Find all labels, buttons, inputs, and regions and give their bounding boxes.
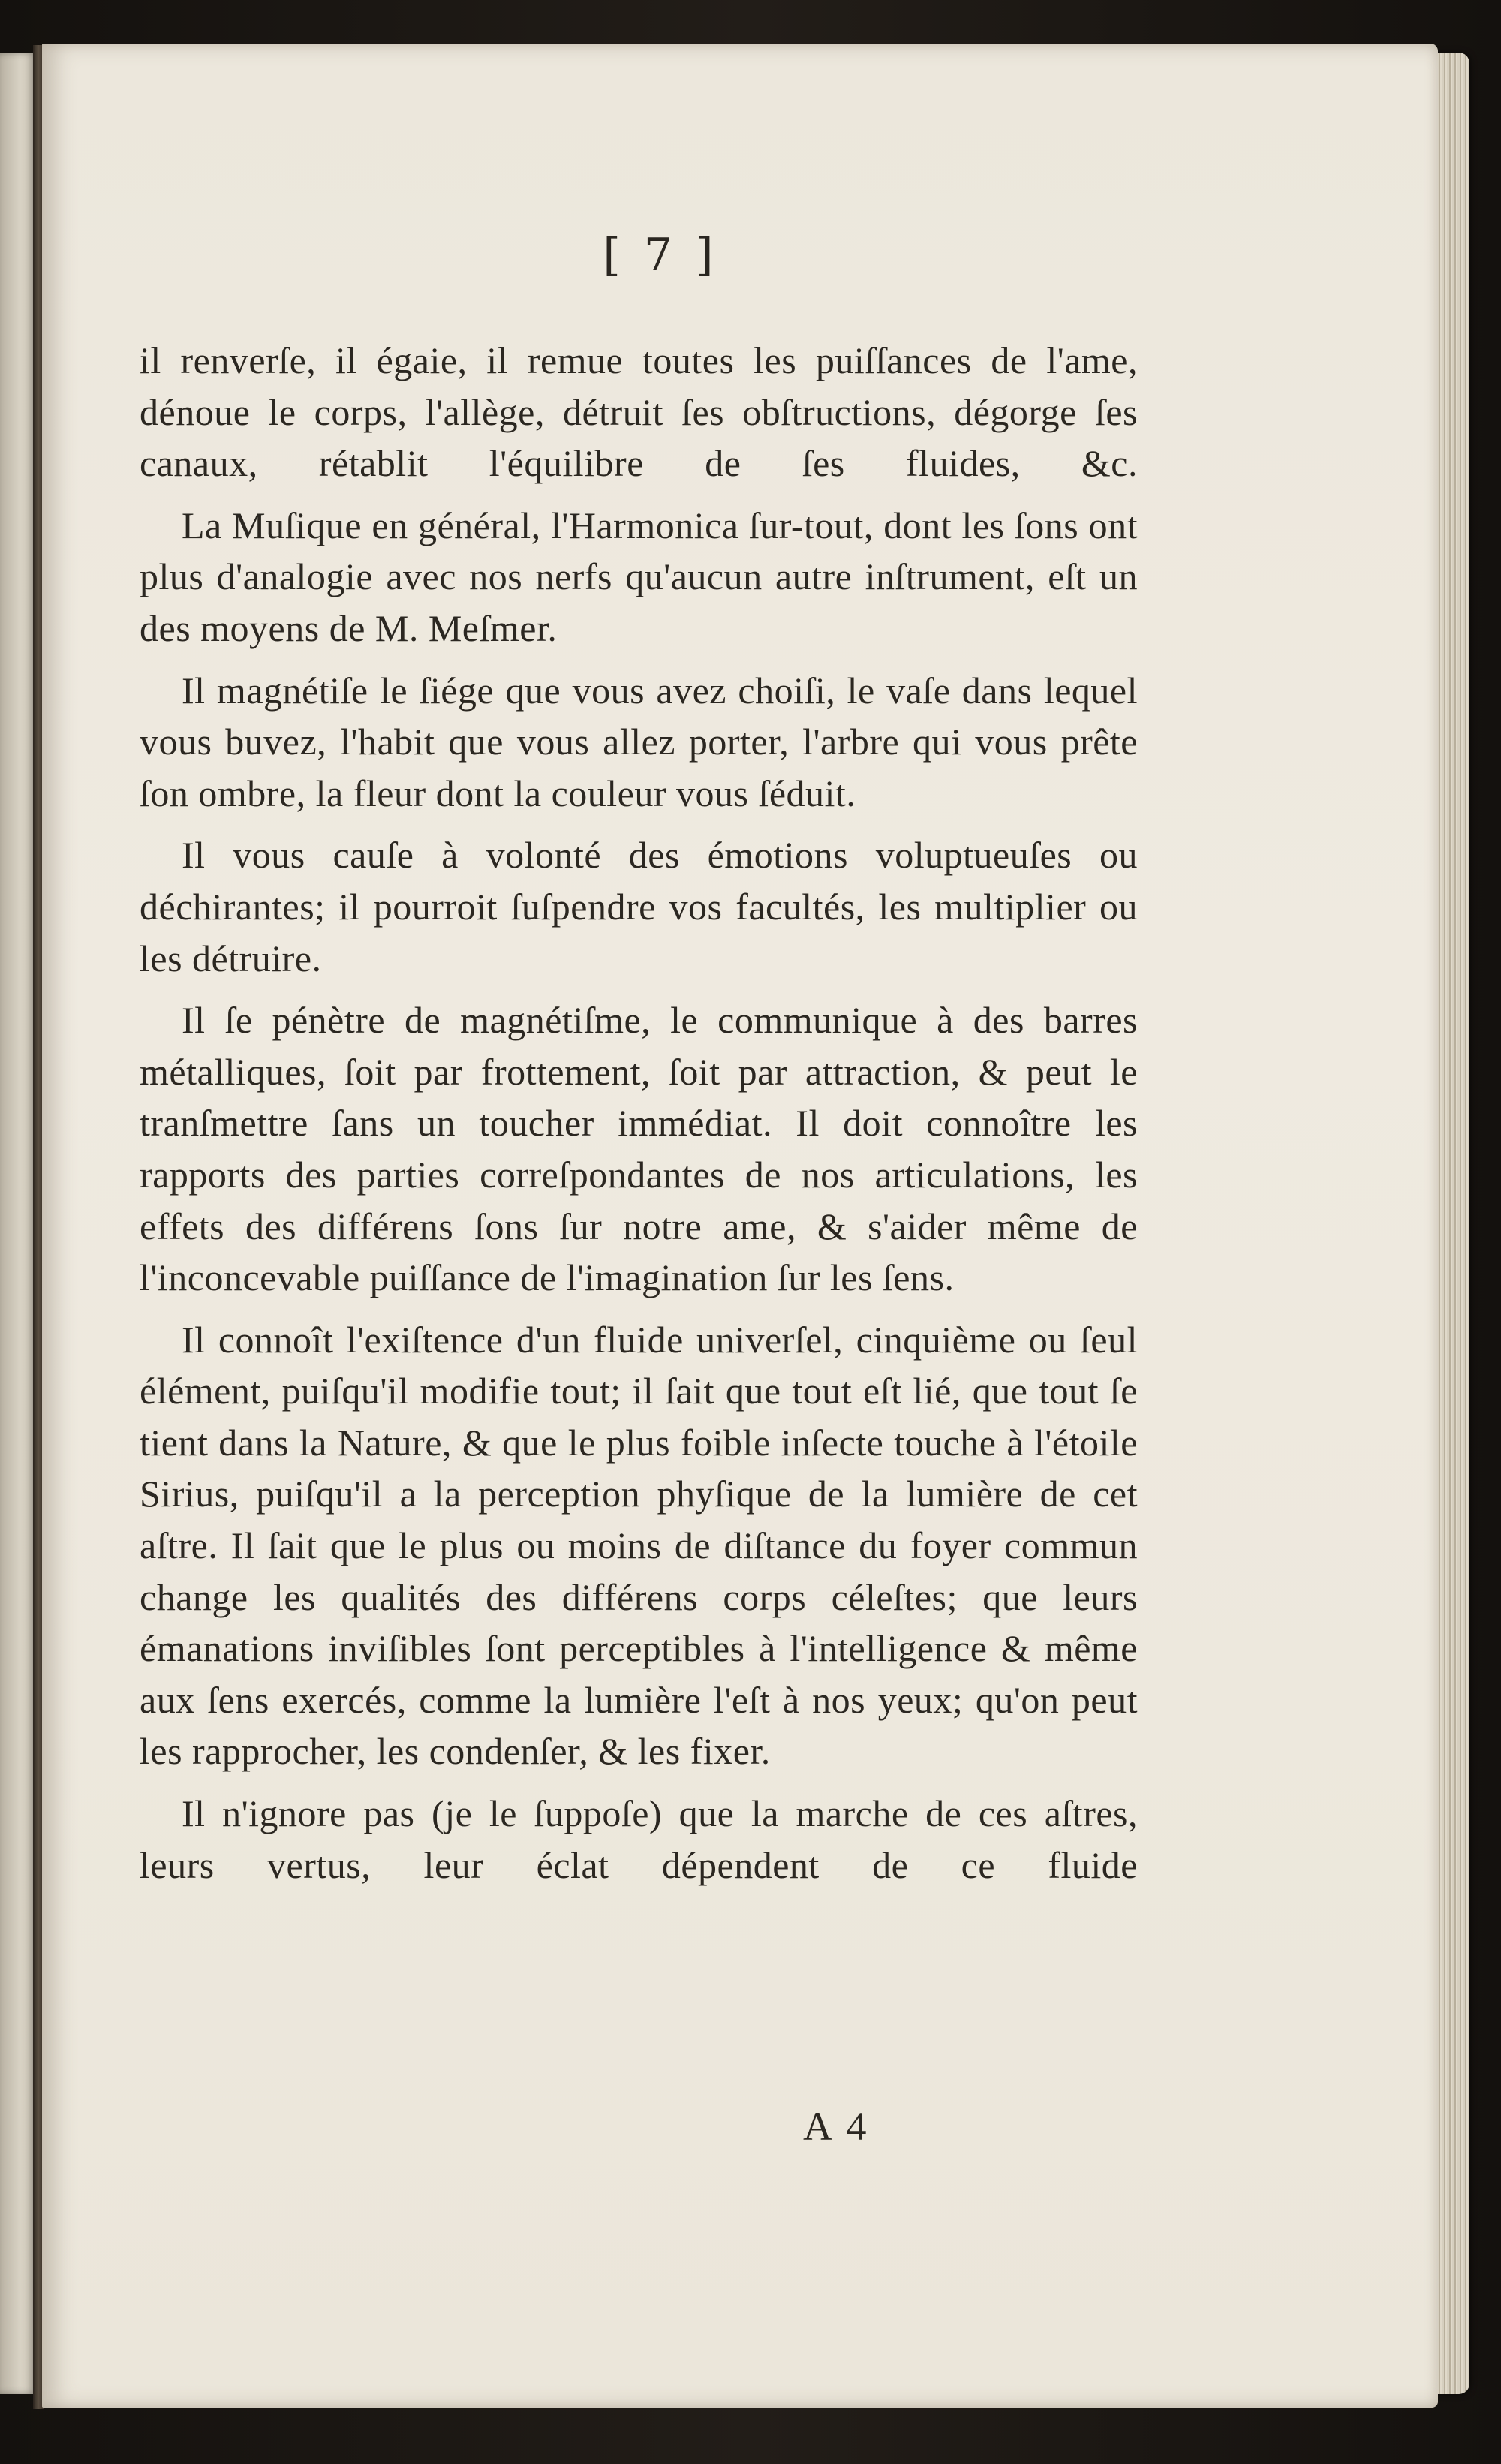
signature-mark: A 4 — [803, 2104, 870, 2149]
body-text — [140, 335, 1138, 1891]
paragraph-4: Il vous cauſe à volonté des émotions voluptueuſes ou déchirantes; il pourroit ſuſpendre vos facultés, les multiplier ou les détruire. — [140, 834, 1138, 979]
paragraph-5: Il ſe pénètre de magnétiſme, le communique à des barres métalliques, ſoit par frottement, ſoit par attraction, & peut le tranſmettre ſans un toucher immédiat. Il doit connoître les rapports des parties correſpondantes de nos articulations, les effets des différens ſons ſur notre ame, & s'aider même de l'inconcevable puiſſance de l'imagination ſur les ſens. — [140, 999, 1138, 1299]
paragraph-3: Il magnétiſe le ſiége que vous avez choiſi, le vaſe dans lequel vous buvez, l'habit que vous allez porter, l'arbre qui vous prête ſon ombre, la fleur dont la couleur vous ſéduit. — [140, 669, 1138, 814]
page-number: [ 7 ] — [603, 229, 718, 281]
paragraph-6: Il connoît l'exiſtence d'un fluide univerſel, cinquième ou ſeul élément, puiſqu'il modifie tout; il ſait que tout eſt lié, que tout ſe tient dans la Nature, & que le plus foible inſecte touche à l'étoile Sirius, puiſqu'il a la perception phyſique de la lumière de cet aſtre. Il ſait que le plus ou moins de diſtance du foyer commun change les qualités des différens corps céleſtes; que leurs émanations inviſibles ſont perceptibles à l'intelligence & même aux ſens exercés, comme la lumière l'eſt à nos yeux; qu'on peut les rapprocher, les condenſer, & les fixer. — [140, 1318, 1138, 1773]
facing-page-edge — [0, 53, 36, 2394]
paragraph-1: il renverſe, il égaie, il remue toutes les puiſſances de l'ame, dénoue le corps, l'allège, détruit ſes obſtructions, dégorge ſes canaux, rétablit l'équilibre de ſes fluides, &c. — [140, 339, 1138, 485]
paragraph-2: La Muſique en général, l'Harmonica ſur-tout, dont les ſons ont plus d'analogie avec nos nerfs qu'aucun autre inſtrument, eſt un des moyens de M. Meſmer. — [140, 504, 1138, 649]
paragraph-7: Il n'ignore pas (je le ſuppoſe) que la marche de ces aſtres, leurs vertus, leur éclat dépendent de ce fluide — [140, 1792, 1138, 1886]
